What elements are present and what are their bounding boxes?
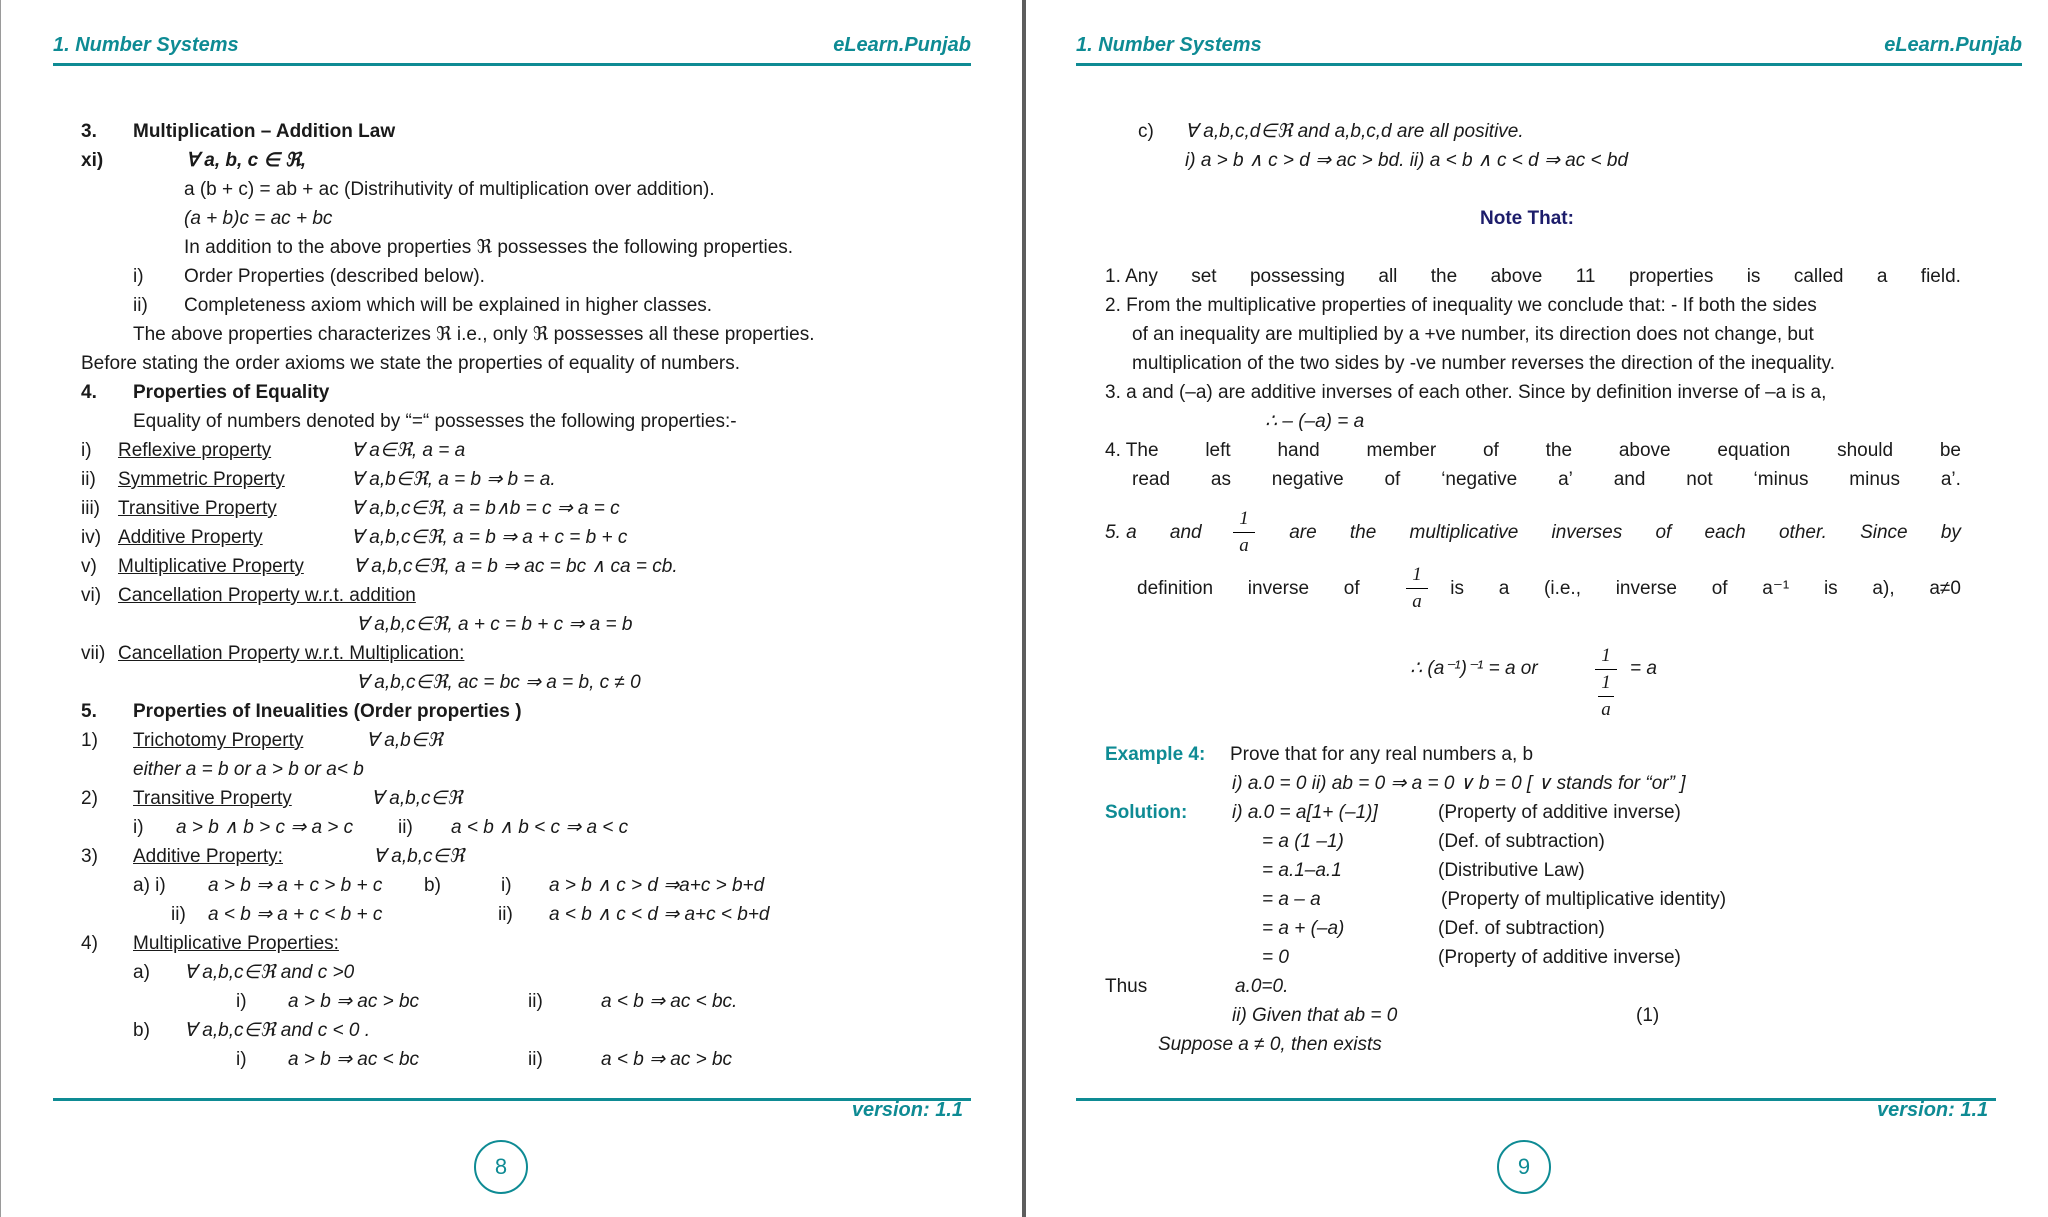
word: read [1132, 469, 1171, 490]
formula: ∀ a,b,c∈ℜ, ac = bc ⇒ a = b, c ≠ 0 [356, 672, 641, 693]
formula: a > b ⇒ a + c > b + c [208, 875, 383, 896]
word: by [1940, 522, 1961, 543]
list-number: i) [501, 875, 512, 896]
footer-rule [53, 1098, 971, 1101]
word: member [1366, 440, 1437, 461]
footer-version: version: 1.1 [1877, 1099, 1989, 1121]
step-expr: = 0 [1262, 947, 1289, 968]
word: should [1837, 440, 1894, 461]
property-name: Trichotomy Property [133, 730, 304, 751]
word: of [1711, 578, 1728, 599]
formula: ∀ a,b,c∈ℜ [373, 846, 465, 867]
word: each [1704, 522, 1746, 543]
word: above [1618, 440, 1671, 461]
word: a [1498, 578, 1510, 599]
word: not [1686, 469, 1713, 490]
list-number: vii) [81, 643, 106, 664]
formula: a > b ∧ b > c ⇒ a > c [176, 817, 354, 838]
word: of [1343, 578, 1360, 599]
word: are [1289, 522, 1317, 543]
word: possessing [1249, 266, 1345, 287]
note-line [1105, 439, 1961, 463]
note-line [1105, 265, 1961, 289]
list-number: ii) [498, 904, 513, 925]
formula: ∀ a,b,c∈ℜ, a + c = b + c ⇒ a = b [356, 614, 633, 635]
word: inverse [1615, 578, 1677, 599]
word: the [1545, 440, 1573, 461]
step-expr: = a.1–a.1 [1262, 860, 1342, 881]
step-expr: = a (1 –1) [1262, 831, 1344, 852]
formula: ii) Given that ab = 0 [1232, 1005, 1398, 1026]
list-number: 2) [81, 788, 98, 809]
equation-number: (1) [1636, 1005, 1660, 1026]
word: a’. [1940, 469, 1961, 490]
word: ‘negative [1441, 469, 1518, 490]
solution-label: Solution: [1105, 802, 1188, 823]
word: inverse [1247, 578, 1310, 599]
property-name: Multiplicative Property [118, 556, 304, 577]
word: as [1210, 469, 1231, 490]
word: set [1191, 266, 1217, 287]
list-number: i) [133, 266, 144, 287]
formula: ∀ a,b,c∈ℜ [371, 788, 463, 809]
word: is [1746, 266, 1761, 287]
word: negative [1271, 469, 1344, 490]
formula: ∀ a,b,c,d∈ℜ and a,b,c,d are all positive. [1185, 121, 1524, 142]
word: a⁻¹ [1762, 578, 1790, 599]
word: Since [1860, 522, 1908, 543]
list-number: 4) [81, 933, 98, 954]
formula: either a = b or a > b or a< b [133, 759, 364, 780]
word: left [1205, 440, 1231, 461]
page-number: 9 [1497, 1140, 1551, 1194]
word: is [1450, 578, 1464, 599]
fraction: 1 a [1406, 564, 1428, 613]
step-reason: (Def. of subtraction) [1438, 831, 1605, 852]
formula: a < b ⇒ ac > bc [601, 1049, 733, 1070]
word: is [1823, 578, 1838, 599]
word: 1. Any [1105, 266, 1158, 287]
example-text: Prove that for any real numbers a, b [1230, 744, 1534, 765]
thus-label: Thus [1105, 976, 1148, 997]
paragraph: The above properties characterizes ℜ i.e., only ℜ possesses all these properties. [133, 324, 815, 345]
formula: a > b ⇒ ac > bc [288, 991, 420, 1012]
footer-rule [1076, 1098, 1996, 1101]
paragraph: In addition to the above properties ℜ possesses the following properties. [184, 237, 794, 258]
word: inverses [1551, 522, 1623, 543]
word: multiplicative [1409, 522, 1519, 543]
word: of [1655, 522, 1672, 543]
formula: ∴ (a⁻¹)⁻¹ = a or [1410, 658, 1538, 679]
list-number: ii) [133, 295, 148, 316]
fraction: 1 1 a [1595, 645, 1617, 721]
word: 11 [1575, 266, 1596, 287]
note-line: 2. From the multiplicative properties of inequality we conclude that: - If both the sides [1105, 295, 1817, 316]
formula: = a [1630, 658, 1657, 679]
list-number: c) [1138, 121, 1154, 142]
word: 4. The [1105, 440, 1159, 461]
step-reason: (Property of additive inverse) [1438, 802, 1681, 823]
header-rule [53, 63, 971, 66]
word: of [1482, 440, 1499, 461]
word: of [1384, 469, 1401, 490]
list-text: Order Properties (described below). [184, 266, 485, 287]
word: hand [1277, 440, 1320, 461]
word: other. [1778, 522, 1827, 543]
list-number: a) i) [133, 875, 166, 896]
list-number: i) [236, 991, 247, 1012]
list-number: b) [424, 875, 441, 896]
list-number: ii) [81, 469, 96, 490]
word: (i.e., [1544, 578, 1581, 599]
list-number: 1) [81, 730, 98, 751]
property-name: Cancellation Property w.r.t. Multiplication: [118, 643, 465, 664]
word: definition [1137, 578, 1214, 599]
page-8 [0, 0, 1023, 1217]
header-brand: eLearn.Punjab [1884, 34, 2022, 56]
note-line [1132, 468, 1961, 492]
header-brand: eLearn.Punjab [833, 34, 971, 56]
formula: i) a.0 = 0 ii) ab = 0 ⇒ a = 0 ∨ b = 0 [ ∨ stands for “or” ] [1232, 773, 1686, 794]
list-text: Completeness axiom which will be explained in higher classes. [184, 295, 713, 316]
paragraph: Before stating the order axioms we state the properties of equality of numbers. [81, 353, 741, 374]
step-reason: (Property of additive inverse) [1438, 947, 1681, 968]
list-number: ii) [528, 1049, 543, 1070]
list-number: 3) [81, 846, 98, 867]
formula: a < b ⇒ a + c < b + c [208, 904, 383, 925]
step-expr: i) a.0 = a[1+ (–1)] [1232, 802, 1378, 823]
list-number: iii) [81, 498, 100, 519]
step-reason: (Distributive Law) [1438, 860, 1585, 881]
formula: ∀ a,b,c∈ℜ, a = b ⇒ a + c = b + c [351, 527, 628, 548]
list-number: b) [133, 1020, 150, 1041]
word: the [1430, 266, 1458, 287]
note-line: of an inequality are multiplied by a +ve number, its direction does not change, but [1132, 324, 1814, 345]
formula: i) a > b ∧ c > d ⇒ ac > bd. ii) a < b ∧ c < d ⇒ ac < bd [1185, 150, 1629, 171]
word: all [1378, 266, 1398, 287]
header-chapter-title: 1. Number Systems [53, 34, 239, 56]
word: be [1939, 440, 1961, 461]
section-number: 5. [81, 701, 97, 722]
step-reason: (Def. of subtraction) [1438, 918, 1605, 939]
section-number: 3. [81, 121, 97, 142]
word: a [1876, 266, 1888, 287]
note-heading: Note That: [1480, 208, 1574, 229]
formula: (a + b)c = ac + bc [184, 208, 333, 229]
word: a), [1872, 578, 1895, 599]
word: 5. a [1105, 522, 1137, 543]
word: the [1349, 522, 1377, 543]
formula: Suppose a ≠ 0, then exists [1158, 1034, 1382, 1055]
section-number: 4. [81, 382, 97, 403]
list-number: ii) [528, 991, 543, 1012]
list-number: iv) [81, 527, 102, 548]
word: equation [1717, 440, 1791, 461]
paragraph: Equality of numbers denoted by “=“ possesses the following properties:- [133, 411, 737, 432]
list-number: ii) [171, 904, 186, 925]
formula: a > b ⇒ ac < bc [288, 1049, 420, 1070]
section-title: Properties of Equality [133, 382, 330, 403]
word: minus [1849, 469, 1900, 490]
list-number: i) [81, 440, 92, 461]
property-name: Transitive Property [133, 788, 292, 809]
word: a’ [1558, 469, 1573, 490]
item-number: xi) [81, 150, 104, 171]
property-name: Reflexive property [118, 440, 272, 461]
property-name: Additive Property: [133, 846, 283, 867]
formula: a (b + c) = ab + ac (Distrihutivity of multiplication over addition). [184, 179, 715, 200]
formula: ∀ a,b,c∈ℜ, a = b ⇒ ac = bc ∧ ca = cb. [353, 556, 678, 577]
word: field. [1920, 266, 1961, 287]
page-number: 8 [474, 1140, 528, 1194]
note-line: multiplication of the two sides by -ve number reverses the direction of the inequality. [1132, 353, 1835, 374]
formula: a < b ∧ b < c ⇒ a < c [451, 817, 629, 838]
property-name: Additive Property [118, 527, 263, 548]
list-number: vi) [81, 585, 102, 606]
formula: a > b ∧ c > d ⇒a+c > b+d [549, 875, 765, 896]
footer-version: version: 1.1 [851, 1099, 963, 1121]
list-number: v) [81, 556, 97, 577]
word: called [1793, 266, 1844, 287]
fraction: 1 a [1233, 508, 1255, 557]
step-reason: (Property of multiplicative identity) [1441, 889, 1727, 910]
list-number: ii) [398, 817, 413, 838]
word: and [1613, 469, 1646, 490]
property-name: Transitive Property [118, 498, 277, 519]
list-number: i) [236, 1049, 247, 1070]
word: properties [1628, 266, 1714, 287]
list-number: a) [133, 962, 150, 983]
section-title: Multiplication – Addition Law [133, 121, 396, 142]
formula: ∀ a,b,c∈ℜ, a = b∧b = c ⇒ a = c [351, 498, 620, 519]
word: above [1490, 266, 1543, 287]
property-name: Symmetric Property [118, 469, 285, 490]
formula: a < b ∧ c < d ⇒ a+c < b+d [549, 904, 770, 925]
step-expr: = a + (–a) [1262, 918, 1345, 939]
property-name: Cancellation Property w.r.t. addition [118, 585, 416, 606]
formula: ∴ – (–a) = a [1265, 411, 1365, 432]
formula: a < b ⇒ ac < bc. [601, 991, 738, 1012]
section-title: Properties of Ineualities (Order properties ) [133, 701, 522, 722]
word: and [1169, 522, 1202, 543]
word: a≠0 [1929, 578, 1961, 599]
formula: ∀ a,b,c∈ℜ and c >0 [184, 962, 355, 983]
formula: a.0=0. [1235, 976, 1289, 997]
word: ‘minus [1753, 469, 1809, 490]
note-line: 3. a and (–a) are additive inverses of each other. Since by definition inverse of –a is a, [1105, 382, 1827, 403]
example-label: Example 4: [1105, 744, 1206, 765]
formula: ∀ a,b∈ℜ [366, 730, 443, 751]
formula: ∀ a∈ℜ, a = a [351, 440, 466, 461]
header-rule [1076, 63, 2022, 66]
header-chapter-title: 1. Number Systems [1076, 34, 1262, 56]
property-name: Multiplicative Properties: [133, 933, 339, 954]
list-number: i) [133, 817, 144, 838]
formula: ∀ a, b, c ∈ ℜ, [186, 150, 306, 171]
note-line [1137, 577, 1961, 601]
formula: ∀ a,b,c∈ℜ and c < 0 . [184, 1020, 371, 1041]
step-expr: = a – a [1262, 889, 1321, 910]
formula: ∀ a,b∈ℜ, a = b ⇒ b = a. [351, 469, 556, 490]
